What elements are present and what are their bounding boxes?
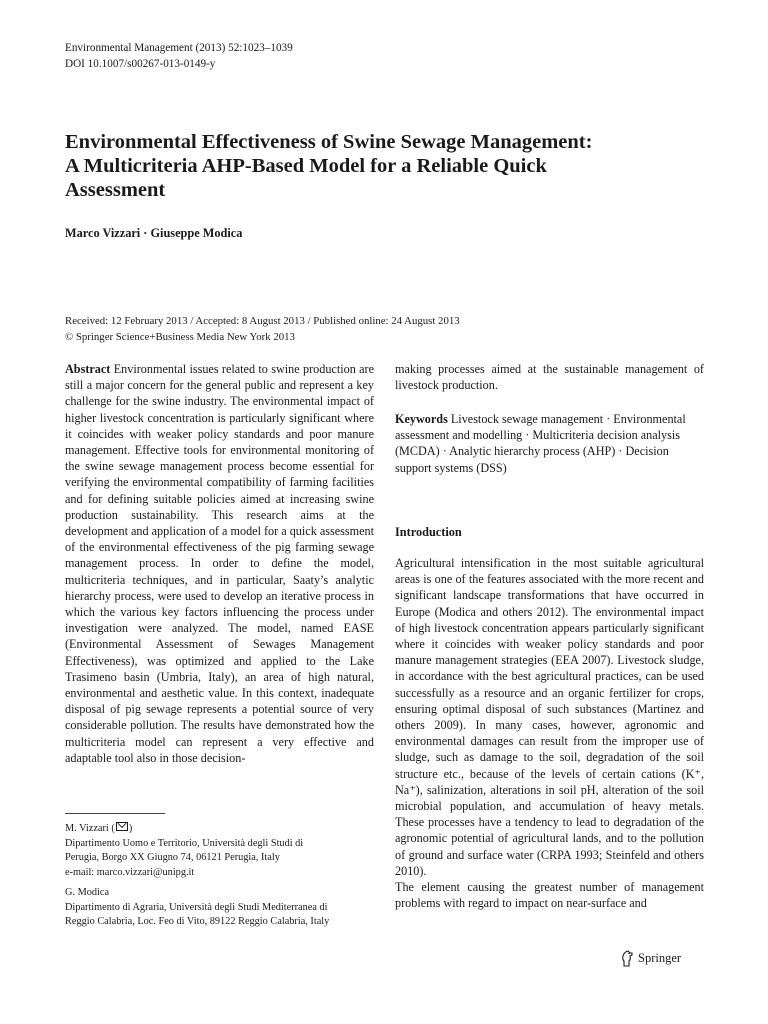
affiliation-address: Dipartimento Uomo e Territorio, Università degli Studi di Perugia, Borgo XX Giugno 74, 06121 Perugia, Italy e-mail: marco.vizzari@unipg.it: [65, 837, 304, 878]
affiliation-name: M. Vizzari: [65, 823, 109, 834]
journal-doi: DOI 10.1007/s00267-013-0149-y: [65, 58, 216, 70]
affiliation-vizzari: M. Vizzari ( ) Dipartimento Uomo e Territorio, Università degli Studi di Perugia, Borgo XX Giugno 74, 06121 Perugia, Italy e-mail: marco.vizzari@unipg.it: [65, 823, 304, 878]
copyright-notice: © Springer Science+Business Media New York 2013: [65, 331, 295, 343]
abstract-continuation: making processes aimed at the sustainable management of livestock production.: [395, 362, 704, 393]
article-title: [65, 130, 715, 202]
envelope-icon: [116, 822, 128, 831]
affiliation-address: Dipartimento di Agraria, Università degli Studi Mediterranea di Reggio Calabria, Loc. Feo di Vito, 89122 Reggio Calabria, Italy: [65, 901, 330, 927]
article-history: [65, 313, 460, 345]
history-dates: Received: 12 February 2013 / Accepted: 8 August 2013 / Published online: 24 August 2013: [65, 315, 460, 327]
introduction-body: Agricultural intensification in the most suitable agricultural areas is one of the features associated with the more recent and significant landscape transformations that have occurred in Europe (Modica and others 2012). The environmental impact of high livestock concentration appears particularly significant where it coincides with weaker policy standards and poor manure management strategies (EEA 2007). Livestock sludge, in accordance with the best agricultural practices, can be used successfully as a resource and an organic fertilizer for crops, ensuring optimal disposal of such substances (Martinez and others 2009). In many cases, however, agronomic and environmental damages can result from the improper use of sludge, such as damage to the soil, degradation of the soil structure etc., because of the levels of certain cations (K⁺, Na⁺), salinization, alterations in soil pH, alteration of the soil microbial population, and accumulation of heavy metals. These processes have a tendency to lead to degradation of the agronomic potential of agricultural lands, and to the pollution of ground and surface water (CRPA 1993; Steinfeld and others 2010). The element causing the greatest number of management problems with regard to impact on near-surface and: [395, 556, 704, 911]
author-list: Marco Vizzari · Giuseppe Modica: [65, 226, 243, 240]
keywords: [395, 411, 704, 476]
footnote-divider: [65, 813, 165, 814]
affiliation-modica: [65, 886, 375, 930]
keywords-label: Keywords: [395, 412, 448, 426]
keywords-body: Livestock sewage management · Environmental assessment and modelling · Multicriteria decision analysis (MCDA) · Analytic hierarchy process (AHP) · Decision support systems (DSS): [395, 412, 686, 475]
journal-header: [65, 40, 293, 72]
journal-citation: Environmental Management (2013) 52:1023–1039: [65, 42, 293, 54]
introduction-heading: Introduction: [395, 525, 462, 539]
abstract: [65, 361, 374, 781]
abstract-label: Abstract: [65, 362, 111, 376]
article-title-line: A Multicriteria AHP-Based Model for a Reliable Quick: [65, 155, 547, 177]
article-title-line: Assessment: [65, 179, 166, 201]
springer-horse-icon: [620, 950, 634, 967]
publisher-logo: [620, 950, 681, 967]
affiliation-name: G. Modica: [65, 887, 110, 898]
abstract-body: Environmental issues related to swine production are still a major concern for the general public and represent a key challenge for the swine industry. The environmental impact of higher livestock concentration is particularly significant where it coincides with weaker policy standards and poor manure management. Effective tools for environmental monitoring of the swine sewage management process become essential for verifying the environmental compatibility of farming facilities and for defining suitable policies aimed at increasing swine production sustainability. This research aims at the development and application of a model for a quick assessment of the environmental effectiveness of the pig farming sewage management process. In order to define the model, multicriteria techniques, and in particular, Saaty’s analytic hierarchy process, were used to develop an iterative process in which the various key factors influencing the process under investigation were analyzed. The model, named EASE (Environmental Assessment of Sewages Management Effectiveness), was optimized and applied to the Lake Trasimeno basin (Umbria, Italy), an area of high natural, environmental and aesthetic value. In this context, inadequate disposal of pig sewage represents a potential source of very considerable pollution. The results have demonstrated how the multicriteria model can represent a very effective and adaptable tool also in those decision-: [65, 362, 374, 765]
publisher-name: Springer: [638, 951, 682, 965]
article-title-line: Environmental Effectiveness of Swine Sewage Management:: [65, 131, 593, 153]
